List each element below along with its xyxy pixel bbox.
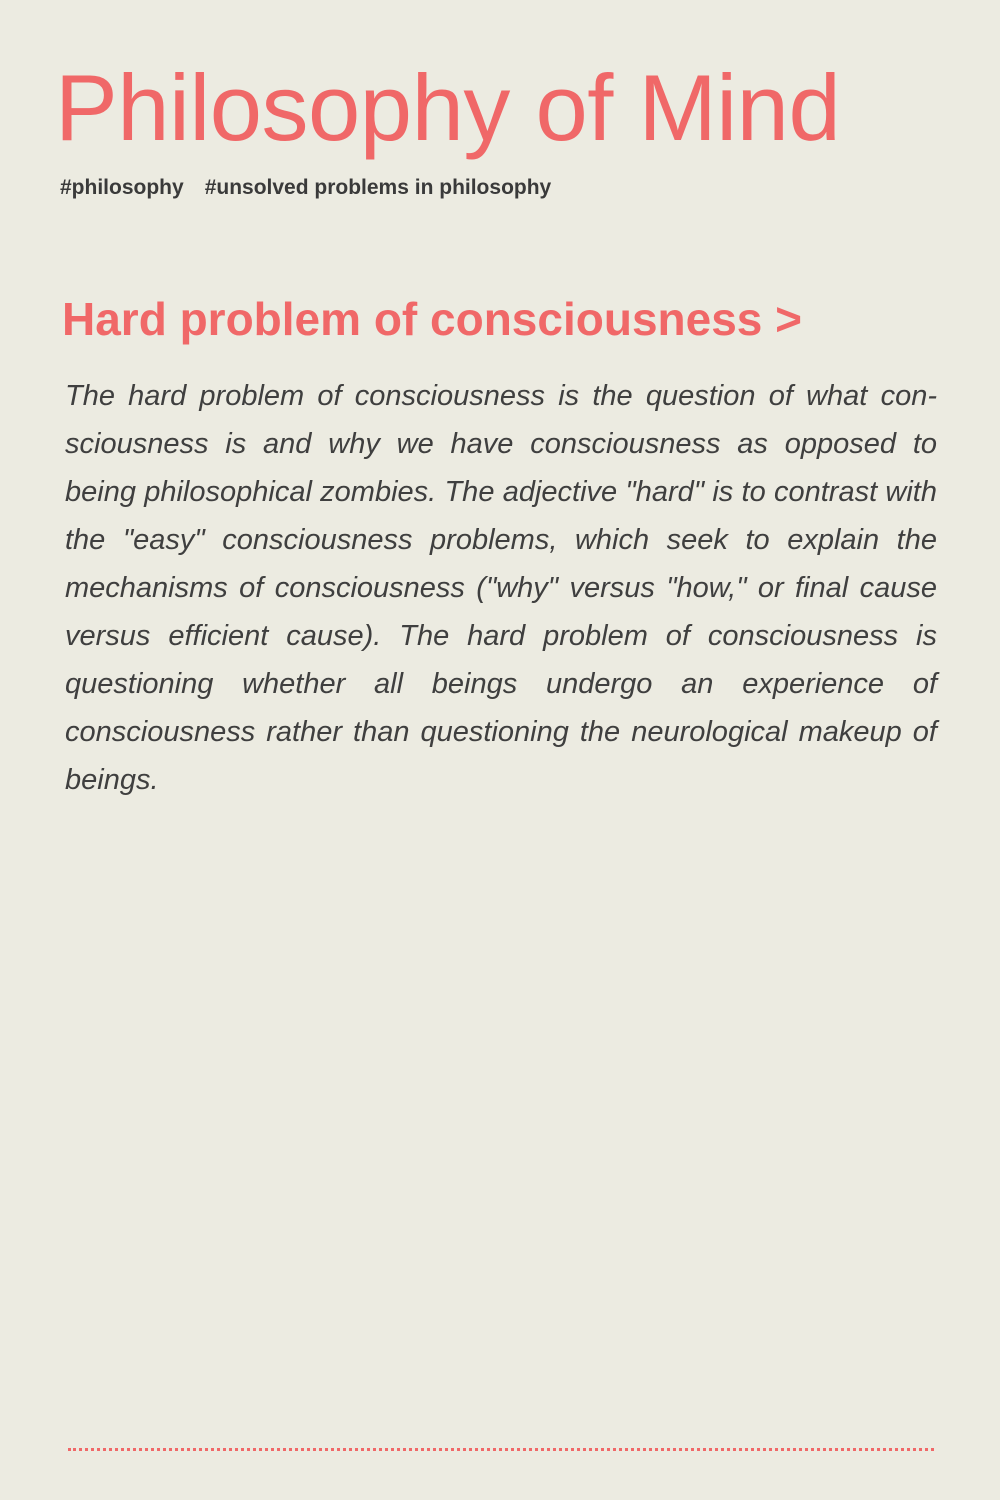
dotted-divider	[68, 1448, 934, 1451]
section-title-link[interactable]: Hard problem of consciousness >	[62, 293, 803, 345]
tag-list	[60, 176, 551, 200]
page-title: Philosophy of Mind	[55, 55, 841, 160]
tag-philosophy[interactable]: #philosophy	[60, 176, 184, 199]
section-body: The hard problem of consciousness is the question of what consciousness is and why we have consciousness as opposed to being philosophical zombies. The adjective "hard" is to contrast with the "easy" consciousness problems, which seek to explain the mechanisms of consciousness ("why" versus "how," or final cause versus efficient cause). The hard problem of consciousness is questioning whether all beings undergo an experience of consciousness rather than questioning the neurological makeup of beings.	[65, 380, 937, 796]
tag-unsolved-problems[interactable]: #unsolved problems in philosophy	[204, 176, 552, 199]
